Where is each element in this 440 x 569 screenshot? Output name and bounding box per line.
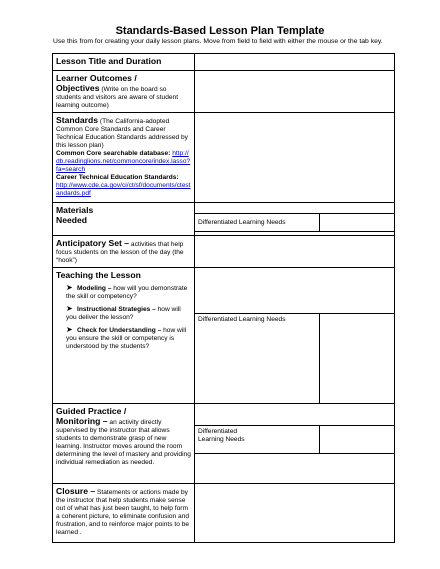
teaching-dln-label: Differentiated Learning Needs [195, 314, 320, 404]
field-materials[interactable] [195, 203, 395, 214]
label-closure: Closure – Statements or actions made by the instructor that help students make sense out of what has just been taught, to help form a coherent picture, to eliminate confusion and frustration, and to reinforce major points to be learned . [53, 484, 195, 543]
arrow-right-bullet-icon: ➤ [66, 304, 73, 313]
label-teaching: Teaching the Lesson ➤ Modeling – how will you demonstrate the skill or competency? ➤ Instructional Strategies – how will you deliver the lesson? ➤ Check for Understanding – how will you ensure the skill or competency is understood by the students? [53, 268, 195, 404]
label-standards: Standards (The California-adopted Common Core Standards and Career Technical Education Standards addressed by this lesson plan) Common Core searchable database: http://db.readinglions.net/commoncore/index.lasso?fa=search Career Technical Education Standards: http://www.cde.ca.gov/ci/ct/sf/documents/ctestandards.pdf [53, 113, 195, 203]
materials-dln-field[interactable] [320, 214, 395, 232]
arrow-right-bullet-icon: ➤ [66, 283, 73, 292]
intro-text: Use this from for creating your daily lesson plans. Move from field to field with either the mouse or the tab key. [53, 38, 383, 45]
label-outcomes: Learner Outcomes / Objectives (Write on the board so students and visitors are aware of student learning outcome) [53, 71, 195, 113]
field-anticipatory[interactable] [195, 236, 395, 268]
document-title: Standards-Based Lesson Plan Template [115, 25, 325, 37]
field-title-duration[interactable] [195, 54, 395, 71]
label-anticipatory: Anticipatory Set – activities that help focus students on the lesson of the day (the “hook”) [53, 236, 195, 268]
field-outcomes[interactable] [195, 71, 395, 113]
label-guided-practice: Guided Practice / Monitoring – an activity directly supervised by the instructor that allows students to demonstrate grasp of new learning. Instructor moves around the room determining the level of mastery and providing individual remediation as needed. [53, 404, 195, 484]
teaching-dln-field[interactable] [320, 314, 395, 404]
arrow-right-bullet-icon: ➤ [66, 325, 73, 334]
field-guided-extra[interactable] [195, 454, 395, 484]
field-teaching[interactable] [195, 268, 395, 314]
cte-standards-link[interactable]: http://www.cde.ca.gov/ci/ct/sf/documents/ctestandards.pdf [56, 182, 191, 197]
label-materials: Materials Needed [53, 203, 195, 236]
label-title-duration: Lesson Title and Duration [53, 54, 195, 71]
teaching-item-instructional-strategies: ➤ Instructional Strategies – how will you deliver the lesson? [66, 304, 181, 321]
guided-dln-field[interactable] [320, 426, 395, 454]
field-standards[interactable] [195, 113, 395, 203]
guided-dln-label: Differentiated Learning Needs [195, 426, 320, 454]
teaching-item-modeling: ➤ Modeling – how will you demonstrate the skill or competency? [66, 283, 188, 300]
materials-dln-label: Differentiated Learning Needs [195, 214, 320, 232]
common-core-link[interactable]: http://db.readinglions.net/commoncore/index.lasso?fa=search [56, 150, 191, 173]
field-closure[interactable] [195, 484, 395, 543]
lesson-plan-table [52, 53, 395, 543]
field-guided-practice[interactable] [195, 404, 395, 426]
teaching-item-check-understanding: ➤ Check for Understanding – how will you ensure the skill or competency is understood by the students? [66, 325, 187, 350]
